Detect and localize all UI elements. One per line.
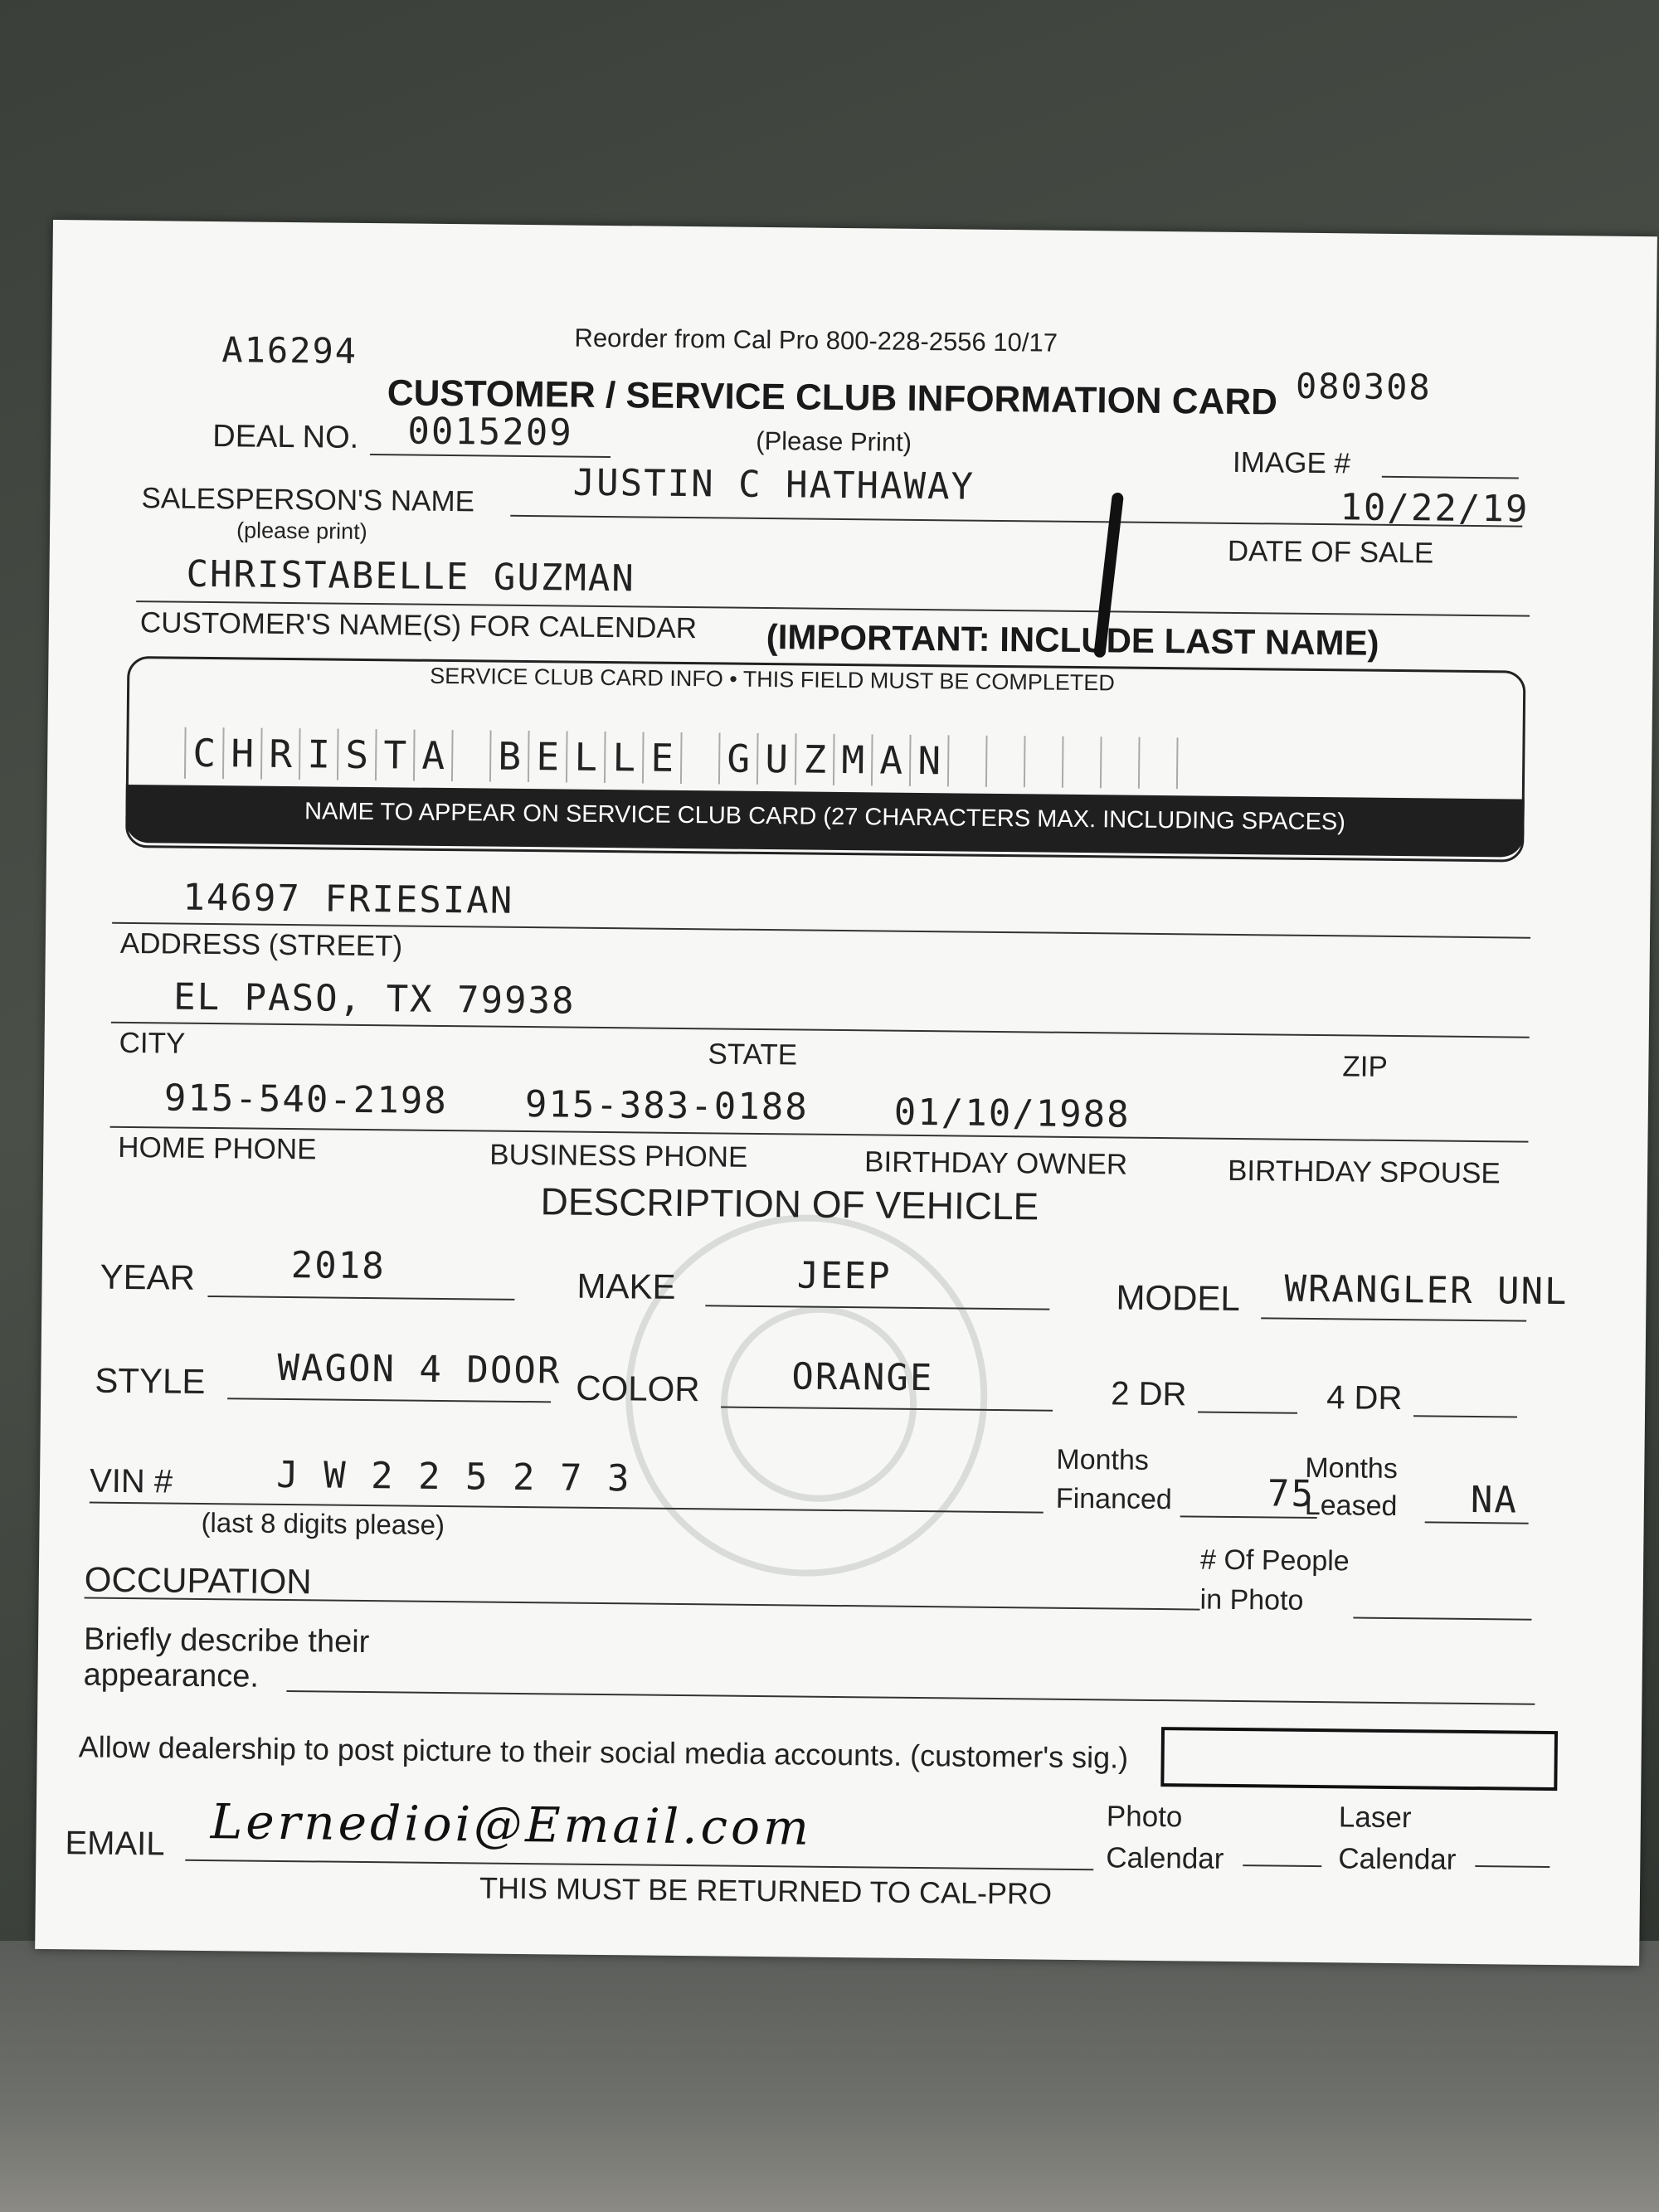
style-line — [227, 1398, 551, 1403]
serial-number: 080308 — [1295, 365, 1432, 408]
service-club-caption: NAME TO APPEAR ON SERVICE CLUB CARD (27 CHARACTERS MAX. INCLUDING SPACES) — [304, 798, 1346, 836]
occupation-line[interactable] — [85, 1597, 1200, 1610]
name-char-cell[interactable]: U — [757, 733, 795, 785]
make-label: MAKE — [577, 1266, 676, 1306]
deal-label: DEAL NO. — [212, 419, 359, 455]
birthday-owner-value[interactable]: 01/10/1988 — [893, 1091, 1131, 1136]
customer-label: CUSTOMER'S NAME(S) FOR CALENDAR — [139, 606, 698, 645]
year-line — [207, 1296, 514, 1300]
year-value[interactable]: 2018 — [290, 1244, 387, 1288]
salesperson-sub: (please print) — [236, 518, 367, 544]
two-door-label: 2 DR — [1111, 1375, 1187, 1413]
describe-line[interactable] — [286, 1690, 1535, 1705]
name-char-cell[interactable]: Z — [795, 733, 834, 785]
home-phone-value[interactable]: 915-540-2198 — [163, 1077, 449, 1123]
name-char-cell[interactable] — [680, 732, 719, 784]
information-card — [35, 220, 1657, 1966]
name-char-cell[interactable]: S — [337, 729, 376, 780]
describe-line-1: Briefly describe their — [83, 1621, 370, 1660]
name-char-cell[interactable]: E — [642, 732, 681, 783]
date-of-sale-value[interactable]: 10/22/19 — [1340, 486, 1530, 531]
photo-calendar-bottom: Calendar — [1106, 1841, 1224, 1875]
email-line — [185, 1860, 1093, 1870]
address-value[interactable]: 14697 FRIESIAN — [182, 876, 514, 922]
name-char-cell[interactable]: E — [528, 731, 567, 782]
name-char-cell[interactable]: L — [566, 732, 605, 783]
color-label: COLOR — [576, 1368, 700, 1409]
address-label: ADDRESS (STREET) — [119, 926, 403, 963]
business-phone-value[interactable]: 915-383-0188 — [524, 1083, 810, 1129]
months-leased-line — [1425, 1521, 1529, 1524]
social-media-label: Allow dealership to post picture to their social media accounts. (customer's sig.) — [78, 1729, 1129, 1775]
name-char-cell[interactable] — [451, 730, 490, 781]
months-financed-value[interactable]: 75 — [1267, 1472, 1316, 1516]
style-value[interactable]: WAGON 4 DOOR — [277, 1346, 562, 1393]
email-value[interactable]: Lernedioi@Email.com — [210, 1793, 813, 1856]
name-char-cell[interactable]: R — [260, 728, 299, 780]
salesperson-value[interactable]: JUSTIN C HATHAWAY — [572, 461, 975, 508]
birthday-owner-label: BIRTHDAY OWNER — [864, 1145, 1128, 1181]
vehicle-header: DESCRIPTION OF VEHICLE — [540, 1179, 1039, 1228]
laser-calendar-top: Laser — [1338, 1801, 1412, 1835]
make-value[interactable]: JEEP — [796, 1254, 892, 1298]
state-label: STATE — [708, 1038, 798, 1072]
name-char-cell[interactable]: T — [375, 729, 414, 780]
months-financed-bottom: Financed — [1055, 1482, 1172, 1516]
name-char-cell[interactable]: H — [222, 727, 261, 779]
laser-calendar-bottom: Calendar — [1338, 1842, 1457, 1876]
year-label: YEAR — [100, 1257, 196, 1297]
table-surface — [0, 1941, 1659, 2212]
four-door-line[interactable] — [1413, 1415, 1517, 1417]
people-bottom: in Photo — [1199, 1583, 1304, 1616]
image-label: IMAGE # — [1232, 445, 1351, 480]
months-leased-top: Months — [1305, 1451, 1399, 1485]
photo-calendar-line[interactable] — [1243, 1864, 1321, 1867]
zip-label: ZIP — [1342, 1050, 1389, 1083]
photo-calendar-top: Photo — [1106, 1800, 1183, 1834]
home-phone-label: HOME PHONE — [118, 1130, 317, 1166]
name-char-cell[interactable]: L — [604, 732, 643, 783]
form-number: A16294 — [221, 329, 358, 372]
name-char-cell[interactable]: C — [184, 727, 223, 779]
phone-line — [110, 1126, 1529, 1143]
name-char-cell[interactable] — [985, 736, 1024, 787]
city-value[interactable]: EL PASO, TX 79938 — [173, 975, 576, 1023]
name-char-cell[interactable]: A — [413, 730, 452, 781]
deal-value[interactable]: 0015209 — [407, 410, 574, 455]
months-leased-bottom: Leased — [1304, 1489, 1398, 1523]
reorder-info: Reorder from Cal Pro 800-228-2556 10/17 — [574, 323, 1058, 357]
please-print-note: (Please Print) — [756, 425, 912, 457]
model-label: MODEL — [1116, 1277, 1241, 1319]
name-char-cell[interactable] — [1024, 736, 1063, 787]
months-financed-line — [1180, 1515, 1317, 1519]
social-media-signature-box[interactable] — [1160, 1727, 1558, 1791]
two-door-line[interactable] — [1198, 1412, 1297, 1414]
color-value[interactable]: ORANGE — [791, 1355, 934, 1400]
style-label: STYLE — [95, 1360, 206, 1401]
laser-calendar-line[interactable] — [1475, 1865, 1550, 1868]
people-top: # Of People — [1199, 1544, 1350, 1578]
months-financed-top: Months — [1056, 1443, 1150, 1476]
date-of-sale-label: DATE OF SALE — [1227, 534, 1434, 570]
name-char-cell[interactable]: N — [909, 735, 948, 786]
city-label: CITY — [119, 1026, 186, 1060]
service-club-header: SERVICE CLUB CARD INFO • THIS FIELD MUST BE COMPLETED — [430, 663, 1115, 696]
name-char-cell[interactable]: B — [489, 731, 528, 782]
city-line — [111, 1022, 1530, 1038]
vin-value[interactable]: J W 2 2 5 2 7 3 — [275, 1453, 631, 1500]
deal-line — [370, 454, 611, 458]
people-line[interactable] — [1353, 1617, 1531, 1621]
four-door-label: 4 DR — [1326, 1379, 1403, 1417]
image-line[interactable] — [1382, 476, 1519, 479]
vin-sub: (last 8 digits please) — [201, 1506, 445, 1541]
name-char-cell[interactable] — [1138, 737, 1177, 789]
name-char-cell[interactable]: M — [833, 734, 872, 785]
customer-name-value[interactable]: CHRISTABELLE GUZMAN — [186, 552, 636, 600]
important-note: (IMPORTANT: INCLUDE LAST NAME) — [766, 617, 1379, 663]
name-char-cell[interactable] — [1062, 737, 1101, 788]
occupation-label: OCCUPATION — [84, 1559, 312, 1602]
vin-label: VIN # — [89, 1462, 173, 1500]
model-value[interactable]: WRANGLER UNL — [1284, 1267, 1569, 1314]
name-char-cell[interactable]: A — [871, 734, 910, 785]
business-phone-label: BUSINESS PHONE — [489, 1138, 748, 1174]
email-label: EMAIL — [65, 1825, 165, 1863]
card-title: CUSTOMER / SERVICE CLUB INFORMATION CARD — [387, 372, 1278, 423]
birthday-spouse-label: BIRTHDAY SPOUSE — [1227, 1154, 1501, 1190]
name-char-cell[interactable]: I — [299, 728, 338, 780]
salesperson-label: SALESPERSON'S NAME — [141, 482, 475, 518]
service-club-name-cells[interactable] — [184, 727, 1215, 790]
return-note: THIS MUST BE RETURNED TO CAL-PRO — [479, 1870, 1053, 1911]
name-char-cell[interactable] — [1100, 737, 1139, 788]
describe-line-2: appearance. — [83, 1657, 260, 1694]
model-line — [1261, 1317, 1526, 1321]
months-leased-value[interactable]: NA — [1470, 1478, 1519, 1522]
name-char-cell[interactable] — [947, 735, 986, 786]
name-char-cell[interactable]: G — [718, 732, 757, 784]
name-char-cell[interactable] — [1176, 737, 1215, 789]
